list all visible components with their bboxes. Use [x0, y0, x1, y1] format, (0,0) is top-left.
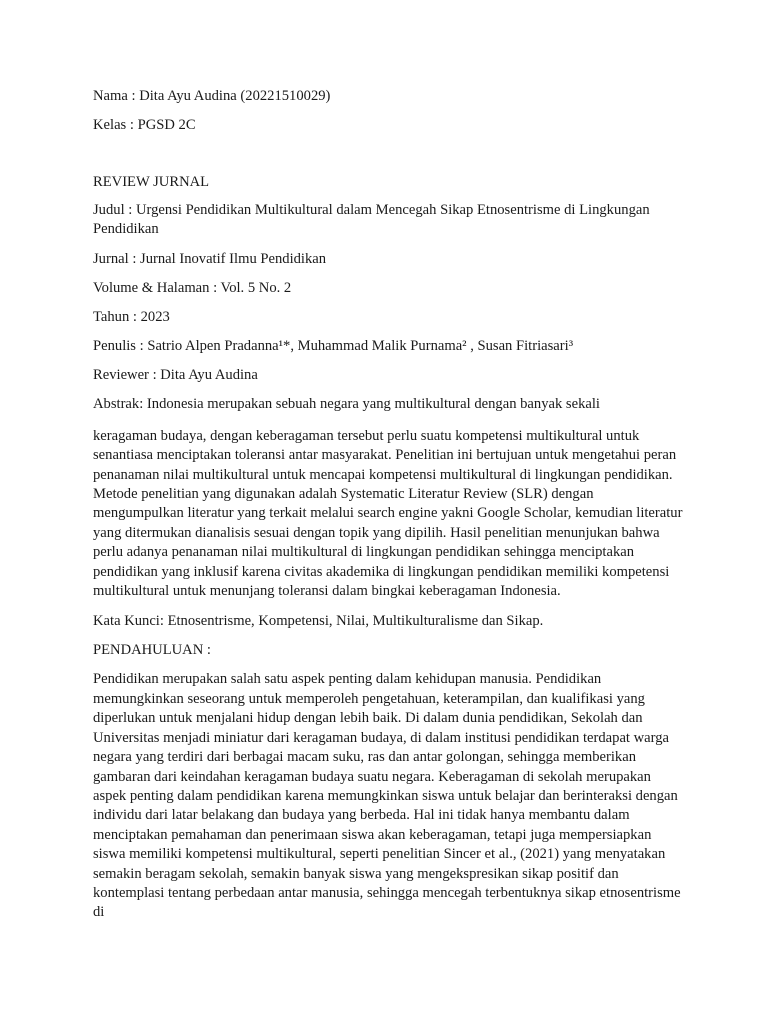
- review-journal: Jurnal : Jurnal Inovatif Ilmu Pendidikan: [93, 250, 327, 267]
- student-name: Nama : Dita Ayu Audina (20221510029): [93, 88, 331, 104]
- review-title: Judul : Urgensi Pendidikan Multikultural dalam Mencegah Sikap Etnosentrisme di Lingkungan Pendidikan: [93, 202, 650, 238]
- review-year: Tahun : 2023: [93, 308, 170, 325]
- introduction-heading: PENDAHULUAN :: [93, 642, 211, 659]
- abstract-body: keragaman budaya, dengan keberagaman tersebut perlu suatu kompetensi multikultural untuk senantiasa menciptakan toleransi antar masyarakat. Penelitian ini bertujuan untuk mengetahui peran penanaman nilai multikultural untuk mencapai kompetensi multikultural di lingkungan pendidikan. Metode penelitian yang digunakan adalah Systematic Literatur Review (SLR) dengan mengumpulkan literatur yang terkait melalui search engine yakni Google Scholar, kemudian literatur yang ditermukan dianalisis sesuai dengan topik yang dipilih. Hasil penelitian menunjukan bahwa perlu adanya penanaman nilai multikultural di lingkungan pendidikan sehingga menciptakan pendidikan yang inklusif karena civitas akademika di lingkungan pendidikan memiliki kompetensi multikultural untuk menunjang toleransi dalam bingkai keberagaman Indonesia.: [93, 427, 683, 600]
- abstract-first-line: Abstrak: Indonesia merupakan sebuah negara yang multikultural dengan banyak sekali: [93, 395, 600, 412]
- document-page: [93, 86, 683, 923]
- review-heading: REVIEW JURNAL: [93, 174, 210, 190]
- review-reviewer: Reviewer : Dita Ayu Audina: [93, 366, 258, 383]
- keywords: Kata Kunci: Etnosentrisme, Kompetensi, Nilai, Multikulturalisme dan Sikap.: [93, 613, 544, 630]
- review-authors: Penulis : Satrio Alpen Pradanna¹*, Muhammad Malik Purnama² , Susan Fitriasari³: [93, 337, 574, 354]
- review-volume: Volume & Halaman : Vol. 5 No. 2: [93, 279, 292, 296]
- introduction-body: Pendidikan merupakan salah satu aspek penting dalam kehidupan manusia. Pendidikan memungkinkan seseorang untuk memperoleh pengetahuan, keterampilan, dan kualifikasi yang diperlukan untuk menjalani hidup dengan lebih baik. Di dalam dunia pendidikan, Sekolah dan Universitas menjadi miniatur dari keragaman budaya, di dalam institusi pendidikan terdapat warga negara yang terdiri dari berbagai macam suku, ras dan antar golongan, sehingga memberikan gambaran dari keindahan keragaman budaya suatu negara. Keberagaman di sekolah merupakan aspek penting dalam pendidikan karena memungkinkan siswa untuk belajar dan berinteraksi dengan individu dari latar belakang dan budaya yang berbeda. Hal ini tidak hanya membantu dalam menciptakan pemahaman dan penerimaan siswa akan keberagaman, tetapi juga mempersiapkan siswa memiliki kompetensi multikultural, seperti penelitian Sincer et al., (2021) yang menyatakan semakin beragam sekolah, semakin banyak siswa yang mengekspresikan sikap positif dan kontemplasi tentang perbedaan antar manusia, sehingga mencegah terbentuknya sikap etnosentrisme di: [93, 671, 681, 921]
- student-class: Kelas : PGSD 2C: [93, 117, 196, 133]
